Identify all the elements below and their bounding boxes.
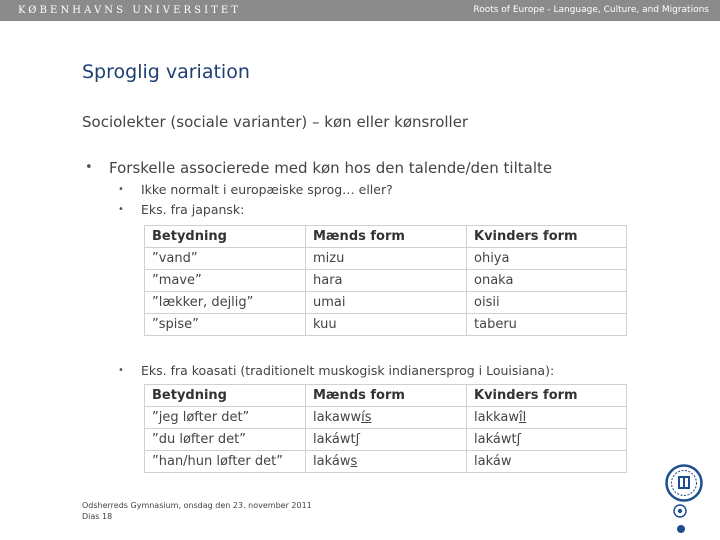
table-cell	[467, 407, 627, 429]
word-stem: lakkaw	[474, 410, 520, 425]
sub-bullet-marker: •	[118, 365, 124, 376]
course-title: Roots of Europe - Language, Culture, and Migrations	[473, 5, 709, 15]
slide-subtitle: Sociolekter (sociale varianter) – køn eller kønsroller	[82, 113, 469, 131]
word-stem: lakaww	[313, 410, 362, 425]
university-seal-icon	[664, 463, 704, 539]
sub-bullet-marker: •	[118, 204, 124, 215]
table-row	[145, 429, 627, 451]
word-stem: lakáw	[313, 454, 351, 469]
sub-bullet-text: Ikke normalt i europæiske sprog… eller?	[141, 182, 393, 197]
header-bar	[0, 0, 720, 21]
table-cell: umai	[306, 292, 467, 314]
koasati-table	[144, 384, 627, 473]
table-cell	[306, 407, 467, 429]
word-stem: lakáwtʃ	[474, 432, 521, 447]
table-row	[145, 451, 627, 473]
table-cell	[306, 451, 467, 473]
word-suffix: ís	[361, 410, 372, 425]
table-cell: hara	[306, 270, 467, 292]
university-name: KØBENHAVNS UNIVERSITET	[18, 5, 242, 16]
slide-title: Sproglig variation	[82, 61, 250, 83]
word-stem: lakáwtʃ	[313, 432, 360, 447]
footer-school: Odsherreds Gymnasium, onsdag den 23. november 2011	[82, 501, 312, 510]
table-cell: ”spise”	[145, 314, 306, 336]
table-header-cell: Mænds form	[306, 226, 467, 248]
table-header-cell: Kvinders form	[467, 226, 627, 248]
table-row	[145, 407, 627, 429]
table-cell	[306, 429, 467, 451]
word-suffix: s	[350, 454, 358, 469]
table-row	[145, 270, 627, 292]
table-row	[145, 314, 627, 336]
table-cell: taberu	[467, 314, 627, 336]
table-cell: ”vand”	[145, 248, 306, 270]
table-cell: ”du løfter det”	[145, 429, 306, 451]
table-header-row	[145, 226, 627, 248]
table-cell: ”han/hun løfter det”	[145, 451, 306, 473]
table-cell: mizu	[306, 248, 467, 270]
table-header-cell: Betydning	[145, 226, 306, 248]
sub-bullet-text: Eks. fra japansk:	[141, 202, 245, 217]
table-cell: ”mave”	[145, 270, 306, 292]
table-cell: ohiya	[467, 248, 627, 270]
slide-number: Dias 18	[82, 512, 113, 521]
word-suffix: îl	[519, 410, 527, 425]
japanese-table	[144, 225, 627, 336]
table-cell: ”lækker, dejlig”	[145, 292, 306, 314]
sub-bullet-marker: •	[118, 184, 124, 195]
table-cell	[467, 429, 627, 451]
table-header-cell: Mænds form	[306, 385, 467, 407]
table-cell	[467, 451, 627, 473]
table-cell: kuu	[306, 314, 467, 336]
table-cell: oisii	[467, 292, 627, 314]
table-row	[145, 292, 627, 314]
table-header-cell: Kvinders form	[467, 385, 627, 407]
bullet-marker: •	[85, 160, 93, 175]
table-header-cell: Betydning	[145, 385, 306, 407]
table-header-row	[145, 385, 627, 407]
table-cell: ”jeg løfter det”	[145, 407, 306, 429]
table-row	[145, 248, 627, 270]
footer	[82, 500, 312, 522]
bullet-text: Forskelle associerede med køn hos den talende/den tiltalte	[109, 159, 553, 177]
sub-bullet-text: Eks. fra koasati (traditionelt muskogisk indianersprog i Louisiana):	[141, 363, 555, 378]
word-stem: lakáw	[474, 454, 512, 469]
table-cell: onaka	[467, 270, 627, 292]
